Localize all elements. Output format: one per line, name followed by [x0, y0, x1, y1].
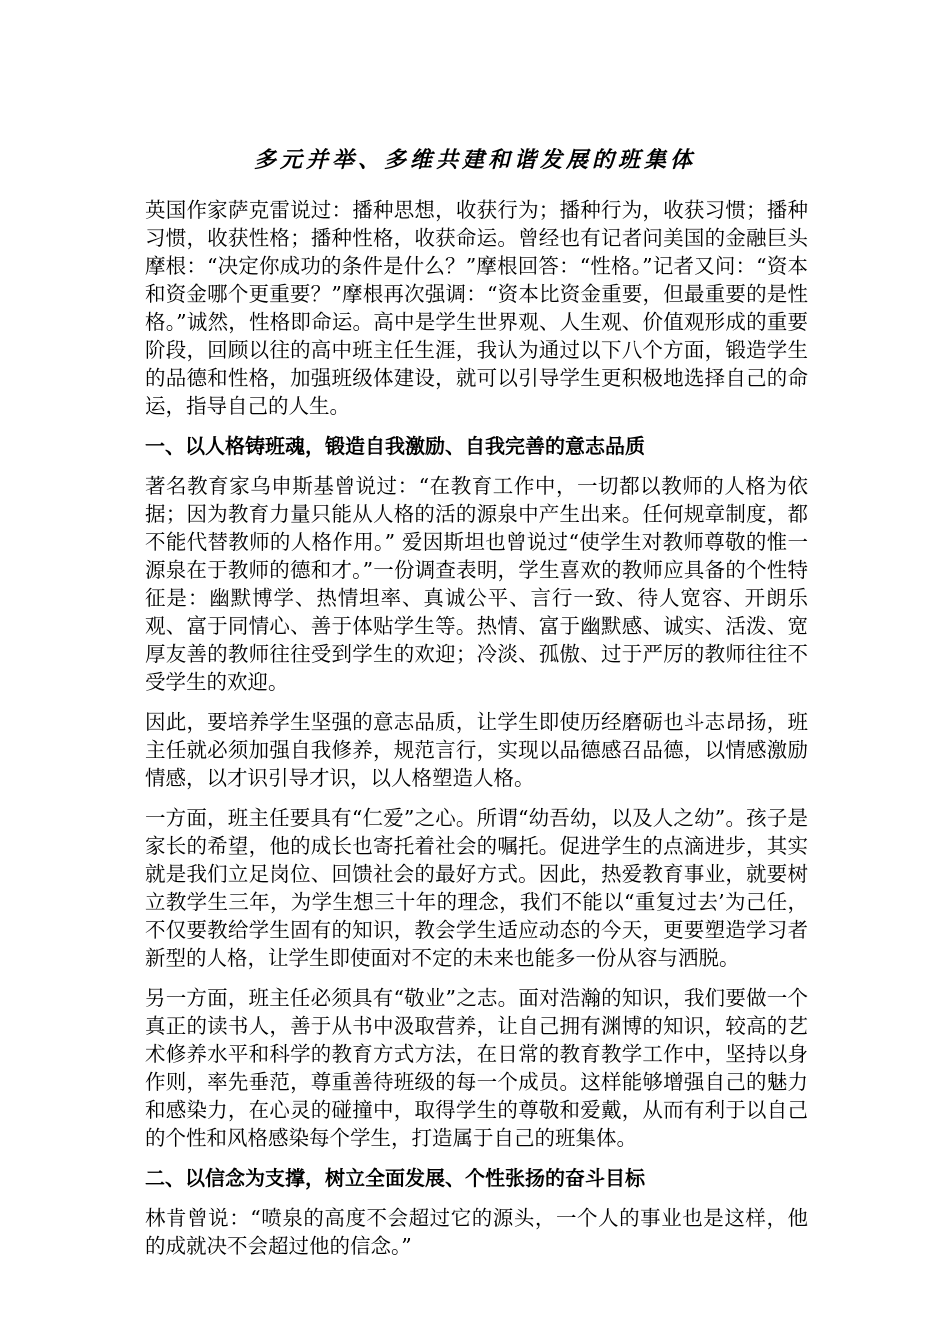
section-1-paragraph-3: 一方面，班主任要具有“仁爱”之心。所谓“幼吾幼，以及人之幼”。孩子是家长的希望，他的成长也寄托着社会的嘱托。促进学生的点滴进步，其实就是我们立足岗位、回馈社会的最好方式。因此，热爱教育事业，就要树立教学生三年，为学生想三十年的理念，我们不能以“重复过去’为己任，不仅要教给学生固有的知识，教会学生适应动态的今天，更要塑造学习者新型的人格，让学生即使面对不定的未来也能多一份从容与洒脱。: [145, 806, 808, 970]
intro-paragraph: 英国作家萨克雷说过：播种思想，收获行为；播种行为，收获习惯；播种习惯，收获性格；播种性格，收获命运。曾经也有记者问美国的金融巨头摩根：“决定你成功的条件是什么？”摩根回答：“性格。”记者又问：“资本和资金哪个更重要？”摩根再次强调：“资本比资金重要，但最重要的是性格。”诚然，性格即命运。高中是学生世界观、人生观、价值观形成的重要阶段，回顾以往的高中班主任生涯，我认为通过以下八个方面，锻造学生的品德和性格，加强班级体建设，就可以引导学生更积极地选择自己的命运，指导自己的人生。: [145, 198, 808, 418]
section-1-heading: 一、以人格铸班魂，锻造自我激励、自我完善的意志品质: [145, 434, 645, 458]
section-1-paragraph-1: 著名教育家乌申斯基曾说过：“在教育工作中，一切都以教师的人格为依据；因为教育力量只能从人格的活的源泉中产生出来。任何规章制度，都不能代替教师的人格作用。” 爱因斯坦也曾说过“使学生对教师尊敬的惟一源泉在于教师的德和才。”一份调查表明，学生喜欢的教师应具备的个性特征是：幽默博学、热情坦率、真诚公平、言行一致、待人宽容、开朗乐观、富于同情心、善于体贴学生等。热情、富于幽默感、诚实、活泼、宽厚友善的教师往往受到学生的欢迎；冷淡、孤傲、过于严厉的教师往往不受学生的欢迎。: [145, 474, 808, 694]
section-1-paragraph-4: 另一方面，班主任必须具有“敬业”之志。面对浩瀚的知识，我们要做一个真正的读书人，善于从书中汲取营养，让自己拥有渊博的知识，较高的艺术修养水平和科学的教育方式方法，在日常的教育教学工作中，坚持以身作则，率先垂范，尊重善待班级的每一个成员。这样能够增强自己的魅力和感染力，在心灵的碰撞中，取得学生的尊敬和爱戴，从而有利于以自己的个性和风格感染每个学生，打造属于自己的班集体。: [145, 986, 808, 1150]
section-2-paragraph-1: 林肯曾说：“喷泉的高度不会超过它的源头，一个人的事业也是这样，他的成就决不会超过他的信念。”: [145, 1206, 808, 1258]
section-2-heading: 二、以信念为支撑，树立全面发展、个性张扬的奋斗目标: [145, 1166, 645, 1190]
section-1-paragraph-2: 因此，要培养学生坚强的意志品质，让学生即使历经磨砺也斗志昂扬，班主任就必须加强自我修养，规范言行，实现以品德感召品德，以情感激励情感，以才识引导才识，以人格塑造人格。: [145, 710, 808, 790]
document-body: [145, 196, 808, 1272]
document-title: 多元并举、多维共建和谐发展的班集体: [253, 147, 696, 173]
